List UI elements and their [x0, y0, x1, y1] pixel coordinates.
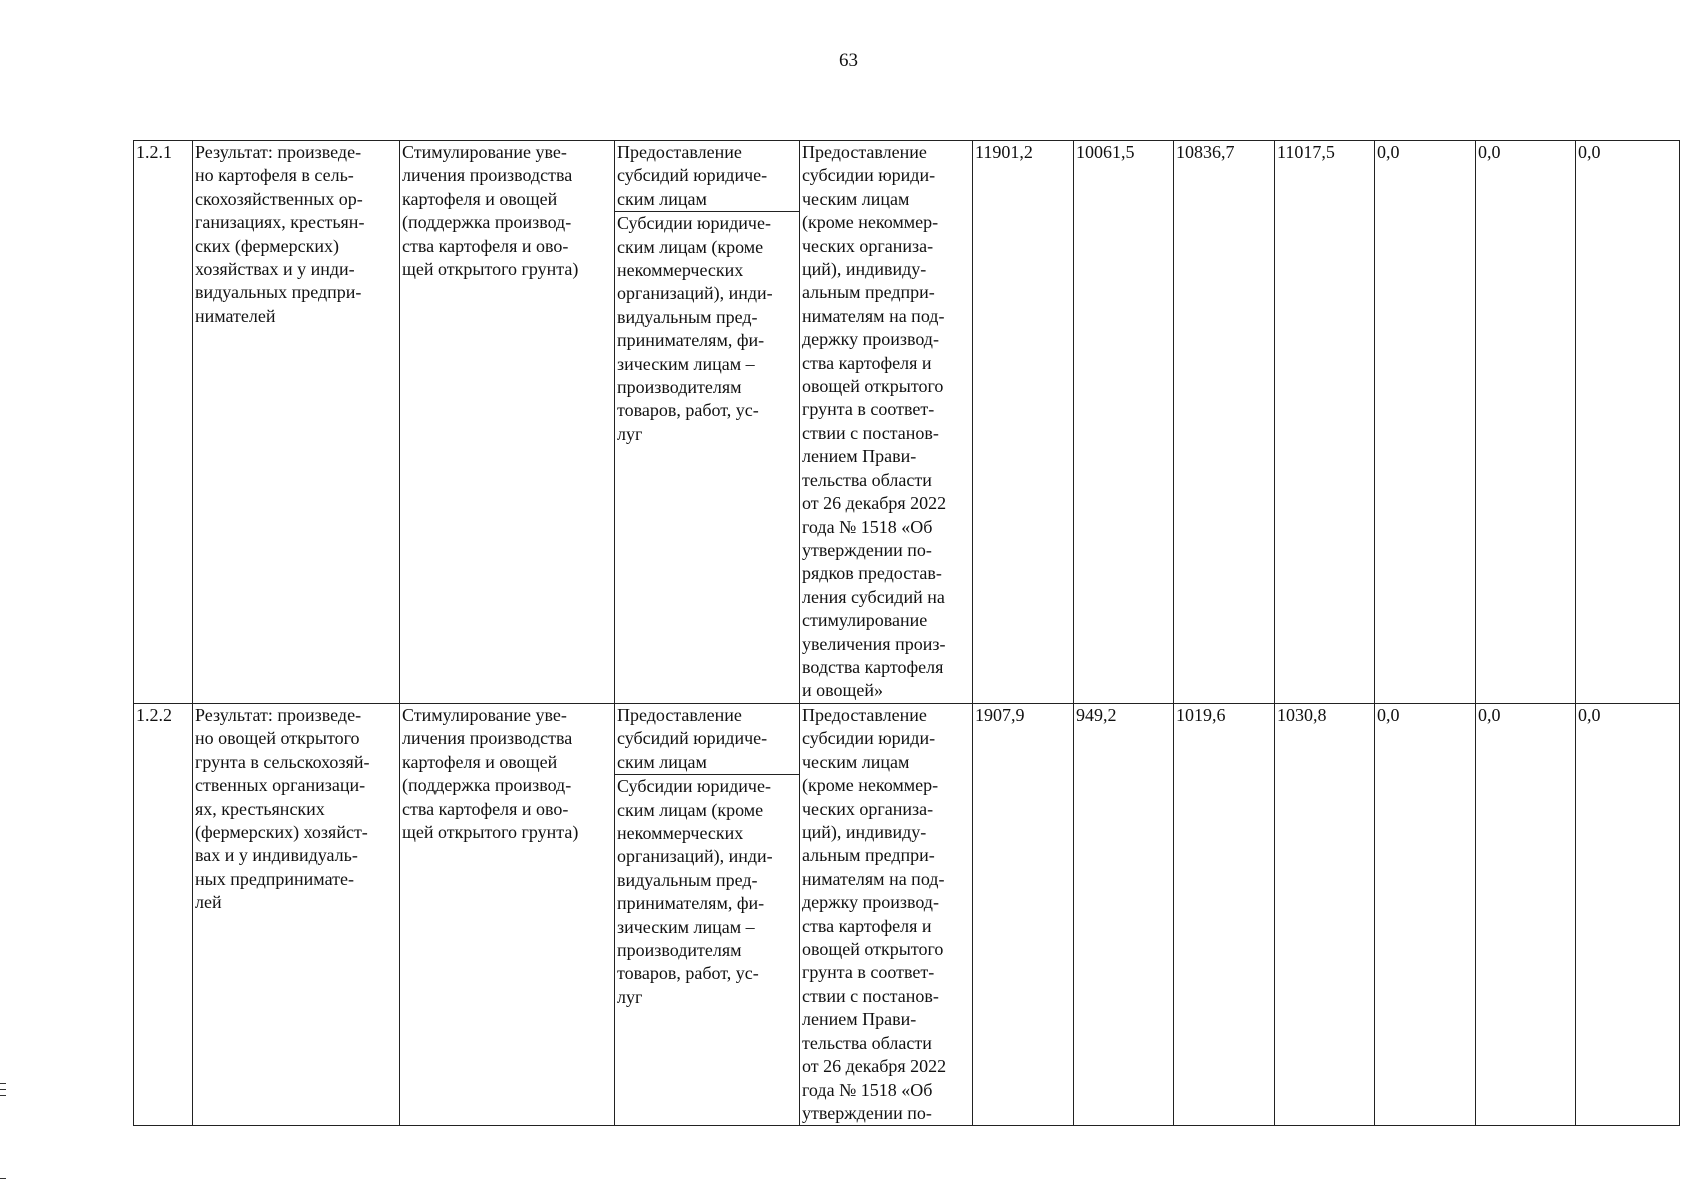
value-cell: 0,0 — [1476, 704, 1576, 1126]
scan-mark — [0, 1089, 6, 1090]
value-cell: 11901,2 — [973, 141, 1074, 704]
scan-mark — [0, 1178, 6, 1179]
result-cell — [193, 141, 400, 704]
value-cell: 0,0 — [1476, 141, 1576, 704]
value-cell: 0,0 — [1375, 141, 1476, 704]
value-cell: 10061,5 — [1074, 141, 1174, 704]
row-number: 1.2.2 — [134, 704, 193, 1126]
value-cell: 10836,7 — [1174, 141, 1275, 704]
event-cell — [400, 141, 615, 704]
measure-type: Предоставление субсидий юридиче- ским лицам — [615, 141, 799, 212]
value-cell: 1019,6 — [1174, 704, 1275, 1126]
result-text: Результат: произведе- но овощей открытого грунта в сельскохозяй- ственных организаци- ях, крестьянских (фермерских) хозяйст- вах и у индивидуаль- ных предпринимате- лей — [195, 705, 370, 913]
measure-cell — [615, 141, 800, 704]
value-cell: 1030,8 — [1275, 704, 1375, 1126]
value-cell: 0,0 — [1375, 704, 1476, 1126]
description-text: Предоставление субсидии юриди- ческим лицам (кроме некоммер- ческих организа- ций), индивиду- альным предпри- нимателям на под- держку производ- ства картофеля и овощей открытого грунта в соответ- ствии с постанов- лением Прави- тельства области от 26 декабря 2022 года № 1518 «Об утверждении по- рядков предостав- ления субсидий на стимулирование увеличения произ- водства картофеля и овощей» — [802, 142, 947, 701]
value-cell: 0,0 — [1576, 141, 1680, 704]
event-cell — [400, 704, 615, 1126]
result-text: Результат: произведе- но картофеля в сель- скохозяйственных ор- ганизациях, крестьян- ских (фермерских) хозяйствах и у инди- видуальных предпри- нимателей — [195, 142, 365, 326]
measure-cell — [615, 704, 800, 1126]
row-number: 1.2.1 — [134, 141, 193, 704]
value-cell: 11017,5 — [1275, 141, 1375, 704]
value-cell: 949,2 — [1074, 704, 1174, 1126]
budget-table — [133, 140, 1680, 1126]
measure-subsidy: Субсидии юридиче- ским лицам (кроме некоммерческих организаций), инди- видуальным пред- принимателям, фи- зическим лицам – производителям товаров, работ, ус- луг — [617, 776, 773, 1007]
event-text: Стимулирование уве- личения производства картофеля и овощей (поддержка производ- ства картофеля и ово- щей открытого грунта) — [402, 705, 579, 843]
value-cell: 1907,9 — [973, 704, 1074, 1126]
page-number: 63 — [839, 50, 858, 71]
event-text: Стимулирование уве- личения производства картофеля и овощей (поддержка производ- ства картофеля и ово- щей открытого грунта) — [402, 142, 579, 280]
table-row — [134, 704, 1680, 1126]
value-cell: 0,0 — [1576, 704, 1680, 1126]
measure-type: Предоставление субсидий юридиче- ским лицам — [615, 704, 799, 775]
description-cell — [800, 141, 973, 704]
table-row — [134, 141, 1680, 704]
description-text: Предоставление субсидии юриди- ческим лицам (кроме некоммер- ческих организа- ций), индивиду- альным предпри- нимателям на под- держку производ- ства картофеля и овощей открытого грунта в соответ- ствии с постанов- лением Прави- тельства области от 26 декабря 2022 года № 1518 «Об утверждении по- — [802, 705, 947, 1123]
scan-mark — [0, 1083, 6, 1084]
measure-subsidy: Субсидии юридиче- ским лицам (кроме некоммерческих организаций), инди- видуальным пред- принимателям, фи- зическим лицам – производителям товаров, работ, ус- луг — [617, 213, 773, 444]
description-cell — [800, 704, 973, 1126]
result-cell — [193, 704, 400, 1126]
scan-mark — [0, 1095, 6, 1096]
